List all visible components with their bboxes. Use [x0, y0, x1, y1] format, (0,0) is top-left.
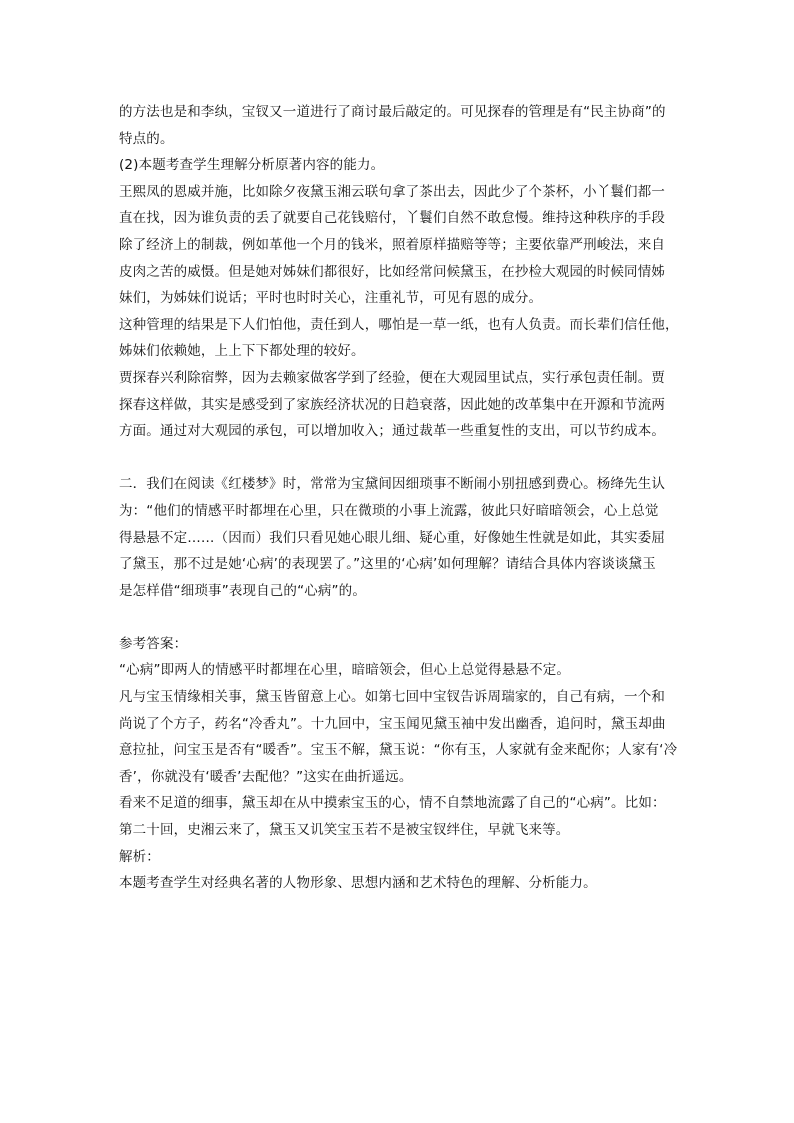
explanation-line: 本题考查学生对经典名著的人物形象、思想内涵和艺术特色的理解、分析能力。	[119, 875, 597, 892]
question-line: 了黛玉，那不过是她‘心病’的表现罢了。”这里的‘心病’如何理解？请结合具体内容谈谈黛玉	[119, 556, 656, 573]
question-section	[119, 471, 679, 604]
question-line: 为：“他们的情感平时都埋在心里，只在微琐的小事上流露，彼此只好暗暗领会，心上总觉	[119, 502, 659, 519]
answer-line: 尚说了个方子，药名“冷香丸”。十九回中，宝玉闻见黛玉袖中发出幽香，追问时，黛玉却曲	[119, 715, 666, 732]
paragraph-gap	[119, 445, 679, 472]
text-line: 方面。通过对大观园的承包，可以增加收入；通过裁革一些重复性的支出，可以节约成本。	[119, 423, 665, 440]
answer-line: 看来不足道的细事，黛玉却在从中摸索宝玉的心，情不自禁地流露了自己的“心病”。比如：	[119, 795, 666, 812]
answer-line: 第二十回，史湘云来了，黛玉又讥笑宝玉若不是被宝钗绊住，早就飞来等。	[119, 822, 570, 839]
answer-line: “心病”即两人的情感平时都埋在心里，暗暗领会，但心上总觉得悬悬不定。	[119, 662, 571, 679]
text-line: 除了经济上的制裁，例如革他一个月的钱米，照着原样描赔等等；主要依靠严刑峻法，来自	[119, 236, 665, 253]
question-line: 得悬悬不定……（因而）我们只看见她心眼儿细、疑心重，好像她生性就是如此，其实委屈	[119, 529, 665, 546]
text-line: (2)本题考查学生理解分析原著内容的能力。	[119, 157, 385, 174]
text-line: 探春这样做，其实是感受到了家族经济状况的日趋衰落，因此她的改革集中在开源和节流两	[119, 396, 665, 413]
question-line: 二．我们在阅读《红楼梦》时，常常为宝黛间因细琐事不断闹小别扭感到费心。杨绛先生认	[119, 476, 665, 493]
answer-section	[119, 631, 679, 897]
text-line: 的方法也是和李纨，宝钗又一道进行了商讨最后敲定的。可见探春的管理是有“民主协商”的	[119, 104, 666, 120]
paragraph-gap	[119, 604, 679, 631]
answer-heading: 参考答案：	[119, 635, 188, 652]
question-line: 是怎样借“细琐事”表现自己的“心病”的。	[119, 582, 366, 599]
text-line: 贾探春兴利除宿弊，因为去赖家做客学到了经验，便在大观园里试点，实行承包责任制。贾	[119, 369, 665, 386]
document-body	[119, 99, 679, 897]
text-line: 这种管理的结果是下人们怕他，责任到人，哪怕是一草一纸，也有人负责。而长辈们信任他，	[119, 316, 679, 333]
answer-line: 意拉扯，问宝玉是否有“暖香”。宝玉不解，黛玉说：“你有玉，人家就有金来配你；人家有‘冷	[119, 742, 678, 759]
text-line: 姊妹们依赖她，上上下下都处理的较好。	[119, 343, 365, 360]
explanation-heading: 解析：	[119, 848, 160, 865]
text-line: 直在找，因为谁负责的丢了就要自己花钱赔付，丫鬟们自然不敢怠慢。维持这种秩序的手段	[119, 210, 665, 227]
text-line: 特点的。	[119, 130, 174, 147]
answer-line: 凡与宝玉情缘相关事，黛玉皆留意上心。如第七回中宝钗告诉周瑞家的，自己有病，一个和	[119, 689, 665, 706]
text-line: 妹们，为姊妹们说话；平时也时时关心，注重礼节，可见有恩的成分。	[119, 290, 543, 307]
text-line: 王熙凤的恩威并施，比如除夕夜黛玉湘云联句拿了茶出去，因此少了个茶杯，小丫鬟们都一	[119, 183, 665, 200]
answer-line: 香’，你就没有‘暖香’去配他？”这实在曲折遥远。	[119, 768, 413, 785]
analysis-section	[119, 99, 679, 445]
text-line: 皮肉之苦的威慑。但是她对姊妹们都很好，比如经常问候黛玉，在抄检大观园的时候同情姊	[119, 263, 665, 280]
